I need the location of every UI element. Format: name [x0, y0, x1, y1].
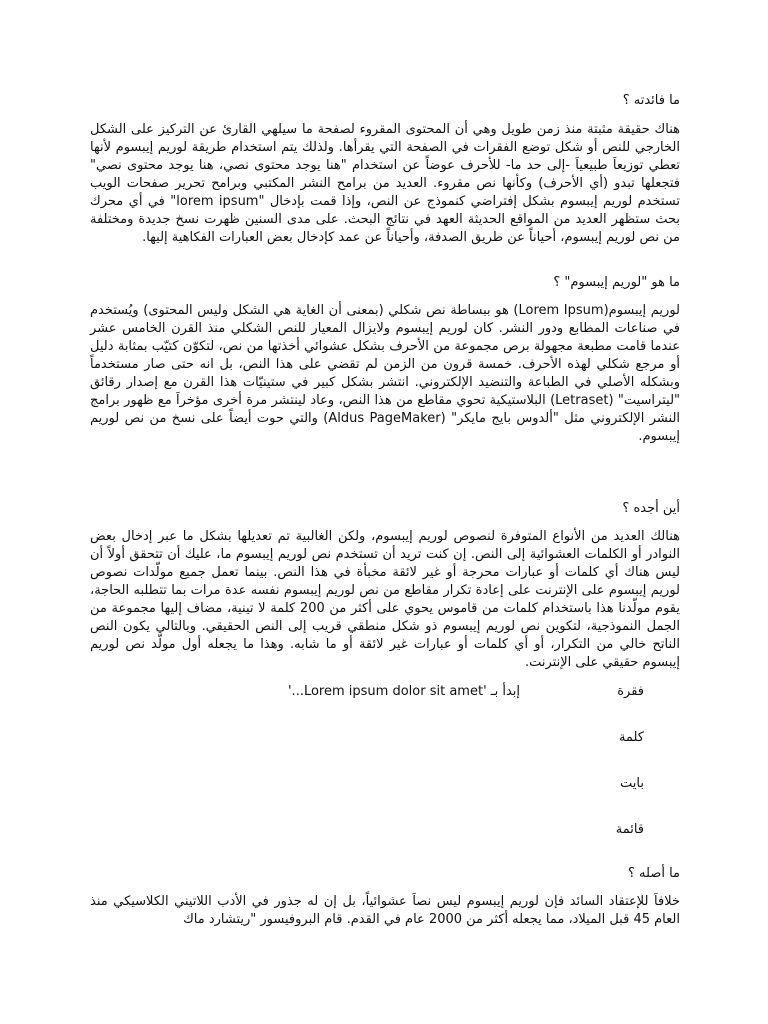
generator-option-list[interactable]: قائمة [615, 822, 644, 837]
section-text-origin: خلافاَ للإعتقاد السائد فإن لوريم إيبسوم ليس نصاَ عشوائياً، بل إن له جذور في الأدب اللاتيني الكلاسيكي منذ العام 45 قبل الميلاد، مما يجعله أكثر من 2000 عام في القدم. قام البروفيسور "ريتشارد ماك [90, 894, 680, 927]
section-text-where: هنالك العديد من الأنواع المتوفرة لنصوص لوريم إيبسوم، ولكن الغالبية تم تعديلها بشكل ما عبر إدخال بعض النوادر أو الكلمات العشوائية إلى النص. إن كنت تريد أن تستخدم نص لوريم إيبسوم ما، عليك أن تتحقق أولاً أن ليس هناك أي كلمات أو عبارات محرجة أو غير لائقة مخبأة في هذا النص. بينما تعمل جميع مولّدات نصوص لوريم إيبسوم على الإنترنت على إعادة تكرار مقاطع من نص لوريم إيبسوم نفسه عدة مرات بما تتطلبه الحاجة، يقوم مولّدنا هذا باستخدام كلمات من قاموس يحوي على أكثر من 200 كلمة لا تينية، مضاف إليها مجموعة من الجمل النموذجية، لتكوين نص لوريم إيبسوم ذو شكل منطقي قريب إلى النص الحقيقي. وبالتالي يكون النص الناتح خالي من التكرار، أو أي كلمات أو عبارات غير لائقة أو ما شابه. وهذا ما يجعله أول مولّد نص لوريم إيبسوم حقيقي على الإنترنت. [90, 529, 680, 670]
section-heading-origin: ما أصله ؟ [627, 866, 680, 881]
section-text-what: لوريم إيبسوم(Lorem Ipsum) هو ببساطة نص شكلي (بمعنى أن الغاية هي الشكل وليس المحتوى) ويُستخدم في صناعات المطابع ودور النشر. كان لوريم إيبسوم ولايزال المعيار للنص الشكلي منذ القرن الخامس عشر عندما قامت مطبعة مجهولة برص مجموعة من الأحرف بشكل عشوائي أخذتها من نص، لتكوّن كتيّب بمثابة دليل أو مرجع شكلي لهذه الأحرف. خمسة قرون من الزمن لم تقضي على هذا النص، بل انه حتى صار مستخدماً وبشكله الأصلي في الطباعة والتنضيد الإلكتروني. انتشر بشكل كبير في ستينيّات هذا القرن مع إصدار رقائق "ليتراسيت" (Letraset) البلاستيكية تحوي مقاطع من هذا النص، وعاد لينتشر مرة أخرى مؤخراَ مع ظهور برامج النشر الإلكتروني مثل "ألدوس بايج مايكر" (Aldus PageMaker) والتي حوت أيضاً على نسخ من نص لوريم إيبسوم. [90, 303, 681, 444]
generator-option-byte[interactable]: بايت [620, 776, 644, 791]
generator-start-label: إبدأ بـ 'Lorem ipsum dolor sit amet...' [287, 684, 520, 699]
section-text-benefit: هناك حقيقة مثبتة منذ زمن طويل وهي أن المحتوى المقروء لصفحة ما سيلهي القارئ عن التركيز على الشكل الخارجي للنص أو شكل توضع الفقرات في الصفحة التي يقرأها. ولذلك يتم استخدام طريقة لوريم إيبسوم لأنها تعطي توزيعاَ طبيعياَ -إلى حد ما- للأحرف عوضاً عن استخدام "هنا يوجد محتوى نصي، هنا يوجد محتوى نصي" فتجعلها تبدو (أي الأحرف) وكأنها نص مقروء. العديد من برامح النشر المكتبي وبرامح تحرير صفحات الويب تستخدم لوريم إيبسوم بشكل إفتراضي كنموذج عن النص، وإذا قمت بإدخال "lorem ipsum" في أي محرك بحث ستظهر العديد من المواقع الحديثة العهد في نتائج البحث. على مدى السنين ظهرت نسخ جديدة ومختلفة من نص لوريم إيبسوم، أحياناً عن طريق الصدفة، وأحياناً عن عمد كإدخال بعض العبارات الفكاهية إليها. [90, 122, 680, 245]
section-heading-where: أين أجده ؟ [622, 501, 680, 516]
section-heading-benefit: ما فائدته ؟ [622, 93, 680, 108]
section-heading-what: ما هو "لوريم إيبسوم" ؟ [553, 275, 680, 290]
generator-option-paragraph[interactable]: فقرة [617, 684, 644, 699]
generator-option-word[interactable]: كلمة [619, 730, 644, 745]
